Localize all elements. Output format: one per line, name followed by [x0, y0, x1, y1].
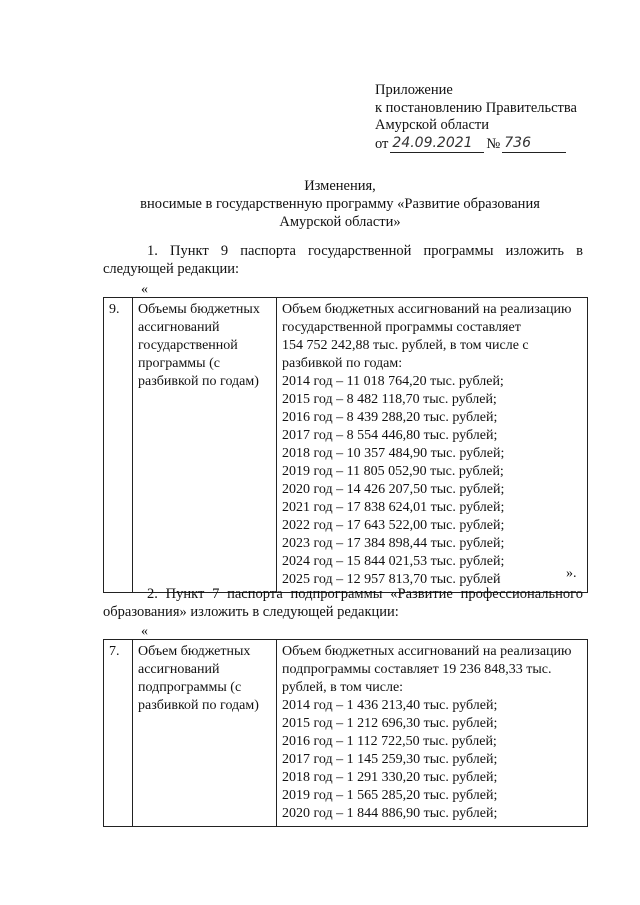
row-number: 9.	[104, 298, 133, 593]
paragraph-2-text: 2. Пункт 7 паспорта подпрограммы «Развитие профессионального образования» изложить в следующей редакции:	[103, 586, 583, 620]
from-label: от	[375, 135, 389, 152]
appendix-line-3: Амурской области	[375, 117, 489, 133]
number-label: №	[486, 135, 501, 152]
title-line-3: Амурской области»	[279, 214, 401, 230]
year-line: 2022 год – 17 643 522,00 тыс. рублей;	[282, 518, 505, 533]
appendix-line-2: к постановлению Правительства	[375, 99, 577, 116]
table-row	[104, 298, 588, 593]
year-line: 2016 год – 8 439 288,20 тыс. рублей;	[282, 410, 498, 425]
year-line: 2016 год – 1 112 722,50 тыс. рублей;	[282, 734, 497, 749]
title-line-2: вносимые в государственную программу «Развитие образования	[140, 196, 540, 212]
label-line: ассигнований	[138, 320, 220, 335]
label-line: Объемы бюджетных	[138, 302, 260, 317]
year-line: 2021 год – 17 838 624,01 тыс. рублей;	[282, 500, 505, 515]
intro-line: рублей, в том числе:	[282, 680, 404, 695]
intro-line: разбивкой по годам:	[282, 356, 403, 371]
row-number: 7.	[104, 640, 133, 827]
year-line: 2017 год – 1 145 259,30 тыс. рублей;	[282, 752, 498, 767]
year-line: 2017 год – 8 554 446,80 тыс. рублей;	[282, 428, 498, 443]
year-line: 2014 год – 11 018 764,20 тыс. рублей;	[282, 374, 504, 389]
year-line: 2018 год – 10 357 484,90 тыс. рублей;	[282, 446, 505, 461]
appendix-line-1: Приложение	[375, 82, 453, 98]
paragraph-1	[103, 243, 583, 278]
quote-close-1: ».	[566, 566, 577, 581]
appendix-date-number	[375, 135, 577, 154]
year-line: 2024 год – 15 844 021,53 тыс. рублей;	[282, 554, 505, 569]
row-content	[277, 640, 588, 827]
table-program-budget	[103, 297, 588, 593]
label-line: разбивкой по годам)	[138, 374, 259, 389]
document-title	[100, 177, 580, 231]
handwritten-date: 24.09.2021	[390, 135, 484, 154]
year-line: 2015 год – 8 482 118,70 тыс. рублей;	[282, 392, 497, 407]
table-subprogram-budget	[103, 639, 588, 827]
label-line: подпрограммы (с	[138, 680, 242, 695]
intro-line: Объем бюджетных ассигнований на реализацию	[282, 644, 572, 659]
year-line: 2020 год – 14 426 207,50 тыс. рублей;	[282, 482, 505, 497]
quote-open-2: «	[141, 624, 148, 639]
intro-line: подпрограммы составляет 19 236 848,33 тыс.	[282, 662, 552, 677]
label-line: разбивкой по годам)	[138, 698, 259, 713]
label-line: государственной	[138, 338, 238, 353]
intro-line: 154 752 242,88 тыс. рублей, в том числе с	[282, 338, 529, 353]
year-line: 2015 год – 1 212 696,30 тыс. рублей;	[282, 716, 498, 731]
label-line: ассигнований	[138, 662, 220, 677]
year-line: 2019 год – 11 805 052,90 тыс. рублей;	[282, 464, 504, 479]
year-line: 2018 год – 1 291 330,20 тыс. рублей;	[282, 770, 498, 785]
appendix-header	[375, 82, 577, 153]
intro-line: Объем бюджетных ассигнований на реализацию	[282, 302, 572, 317]
year-line: 2014 год – 1 436 213,40 тыс. рублей;	[282, 698, 498, 713]
row-label	[133, 298, 277, 593]
year-line: 2020 год – 1 844 886,90 тыс. рублей;	[282, 806, 498, 821]
table-row	[104, 640, 588, 827]
quote-open-1: «	[141, 282, 148, 297]
row-content	[277, 298, 588, 593]
year-line: 2019 год – 1 565 285,20 тыс. рублей;	[282, 788, 498, 803]
paragraph-1-text: 1. Пункт 9 паспорта государственной программы изложить в следующей редакции:	[103, 243, 583, 277]
year-line: 2025 год – 12 957 813,70 тыс. рублей	[282, 572, 501, 587]
label-line: программы (с	[138, 356, 220, 371]
handwritten-number: 736	[502, 135, 566, 154]
year-line: 2023 год – 17 384 898,44 тыс. рублей;	[282, 536, 505, 551]
paragraph-2	[103, 586, 583, 621]
title-line-1: Изменения,	[304, 178, 376, 194]
intro-line: государственной программы составляет	[282, 320, 521, 335]
row-label	[133, 640, 277, 827]
label-line: Объем бюджетных	[138, 644, 251, 659]
